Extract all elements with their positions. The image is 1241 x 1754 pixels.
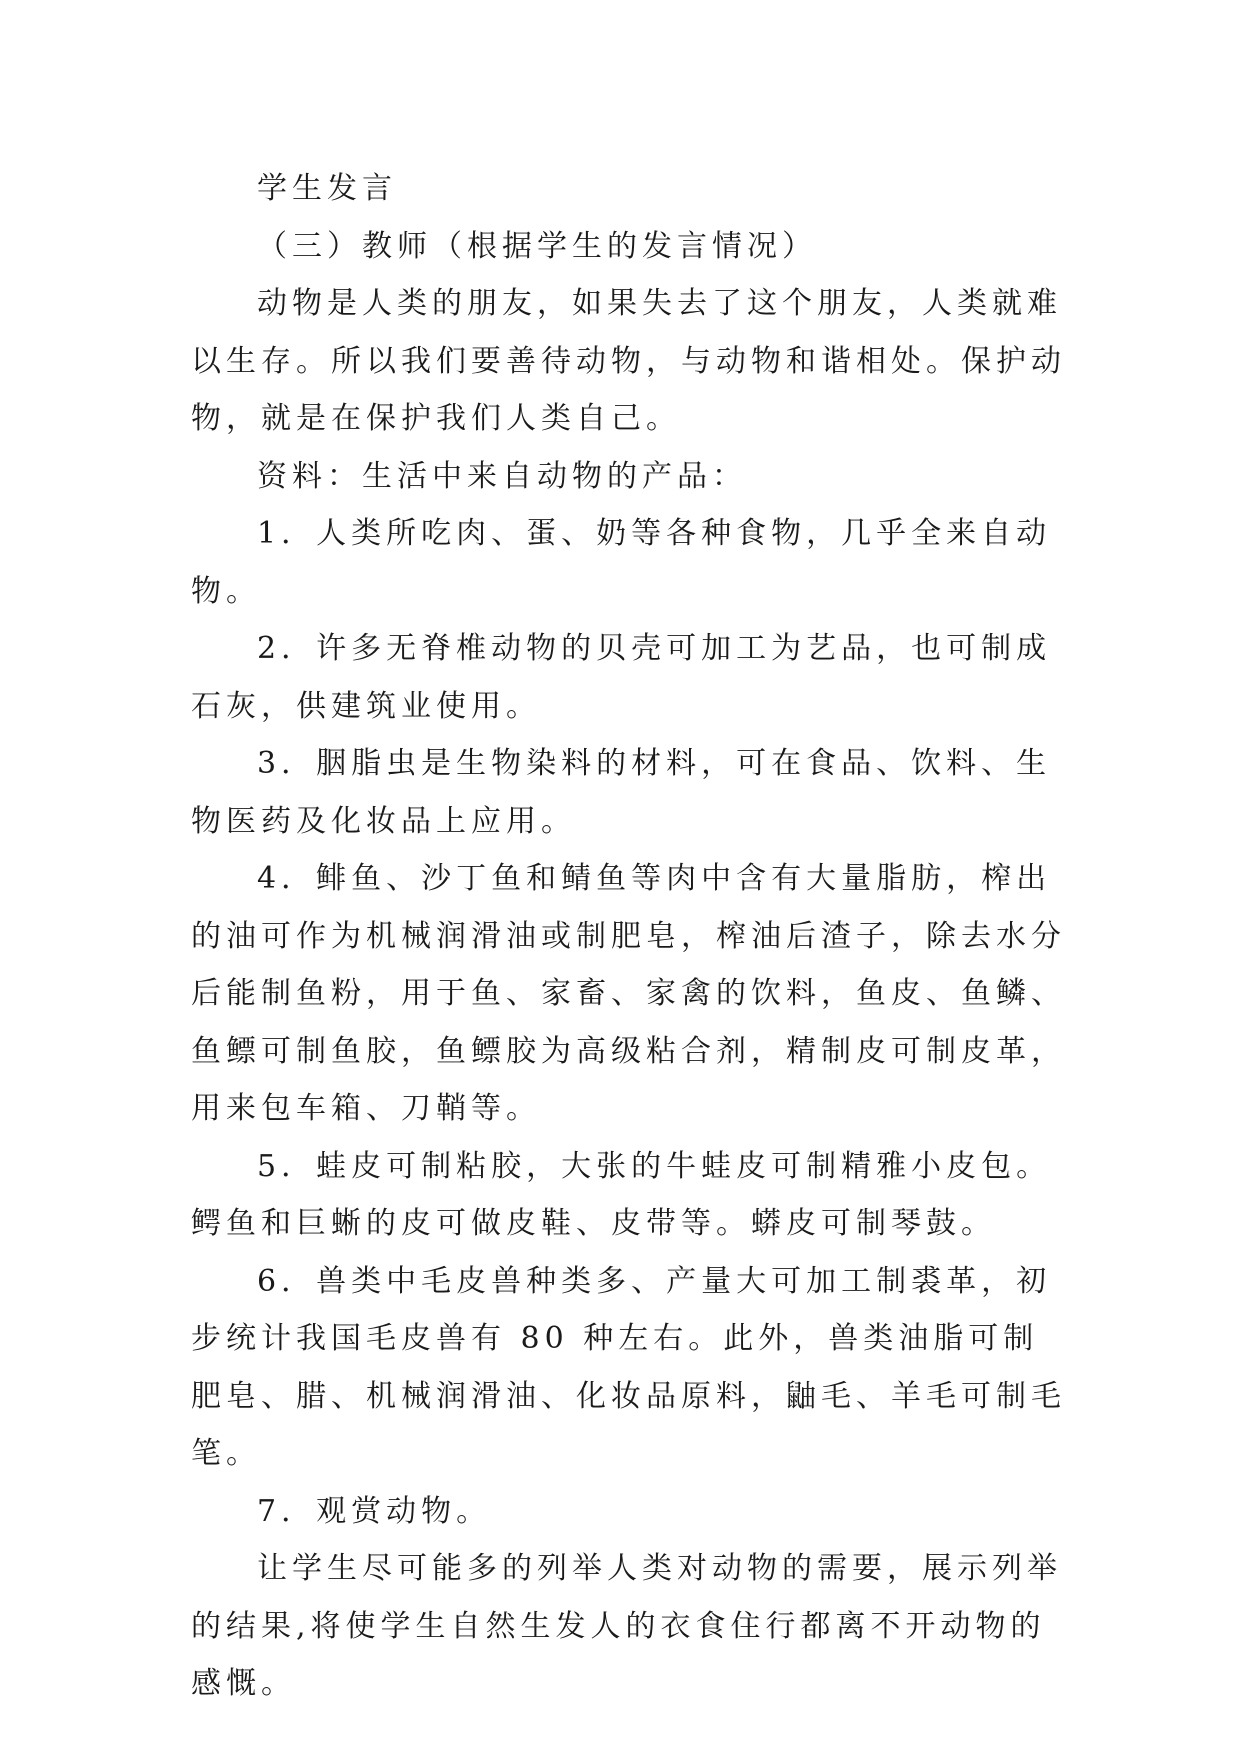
paragraph-animals-are-friends: 动物是人类的朋友，如果失去了这个朋友，人类就难以生存。所以我们要善待动物，与动物和谐相处。保护动物，就是在保护我们人类自己。 xyxy=(191,286,1066,436)
list-item-2: 2．许多无脊椎动物的贝壳可加工为艺品，也可制成石灰，供建筑业使用。 xyxy=(191,631,1052,724)
paragraph-conclusion: 让学生尽可能多的列举人类对动物的需要，展示列举的结果,将使学生自然生发人的衣食住行都离不开动物的感慨。 xyxy=(191,1551,1062,1701)
list-item-3: 3．胭脂虫是生物染料的材料，可在食品、饮料、生物医药及化妆品上应用。 xyxy=(191,746,1052,839)
list-item-4: 4．鲱鱼、沙丁鱼和鲭鱼等肉中含有大量脂肪，榨出的油可作为机械润滑油或制肥皂，榨油后渣子，除去水分后能制鱼粉，用于鱼、家畜、家禽的饮料，鱼皮、鱼鳞、鱼鳔可制鱼胶，鱼鳔胶为高级粘合剂，精制皮可制皮革，用来包车箱、刀鞘等。 xyxy=(191,861,1066,1126)
list-item-6: 6．兽类中毛皮兽种类多、产量大可加工制裘革，初步统计我国毛皮兽有 80 种左右。此外，兽类油脂可制肥皂、腊、机械润滑油、化妆品原料，鼬毛、羊毛可制毛笔。 xyxy=(191,1263,1066,1471)
list-item-7: 7．观赏动物。 xyxy=(257,1493,492,1529)
paragraph-teacher-heading: （三）教师（根据学生的发言情况） xyxy=(257,228,817,264)
list-item-5: 5．蛙皮可制粘胶，大张的牛蛙皮可制精雅小皮包。鳄鱼和巨蜥的皮可做皮鞋、皮带等。蟒皮可制琴鼓。 xyxy=(191,1148,1052,1241)
list-item-1: 1．人类所吃肉、蛋、奶等各种食物，几乎全来自动物。 xyxy=(191,516,1052,609)
paragraph-materials-heading: 资料：生活中来自动物的产品： xyxy=(257,458,747,494)
paragraph-student-speech: 学生发言 xyxy=(257,171,397,206)
document-body xyxy=(191,160,1071,1713)
